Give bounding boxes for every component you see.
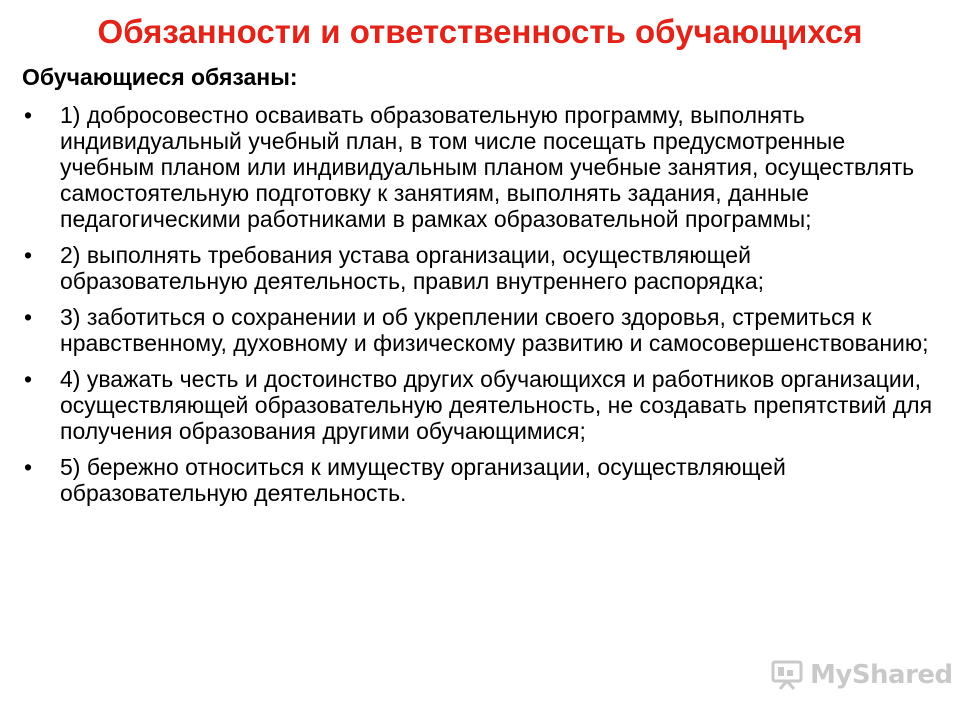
myshared-watermark [770,655,953,695]
slide-subtitle: Обучающиеся обязаны: [22,64,298,90]
list-item-text: 1) добросовестно осваивать образовательную программу, выполнять индивидуальный учебный план, в том числе посещать предусмотренные учебным планом или индивидуальным планом учебные занятия, осуществлять самостоятельную подготовку к занятиям, выполнять задания, данные педагогическими работниками в рамках образовательной программы; [60,102,915,232]
bullet: • [24,454,33,480]
list-item-text: 5) бережно относиться к имуществу организации, осуществляющей образовательную деятельность. [60,454,786,506]
list-item-text: 4) уважать честь и достоинство других обучающихся и работников организации, осуществляющей образовательную деятельность, не создавать препятствий для получения образования другими обучающимися; [60,366,933,444]
list-item-text: 3) заботиться о сохранении и об укреплении своего здоровья, стремиться к нравственному, духовному и физическому развитию и самосовершенствованию; [60,304,929,356]
list-item [24,242,944,294]
bullet: • [24,366,33,392]
list-item [24,454,944,506]
list-item [24,366,944,444]
bullet: • [24,242,33,268]
presentation-board-icon [770,658,804,692]
bullet: • [24,102,33,128]
slide-title: Обязанности и ответственность обучающихся [97,13,863,50]
list-item [24,304,944,356]
list-item [24,102,944,232]
watermark-text: MyShared [810,660,953,690]
list-item-text: 2) выполнять требования устава организации, осуществляющей образовательную деятельность, правил внутреннего распорядка; [60,242,765,294]
bullet: • [24,304,33,330]
obligations-list [24,102,944,516]
